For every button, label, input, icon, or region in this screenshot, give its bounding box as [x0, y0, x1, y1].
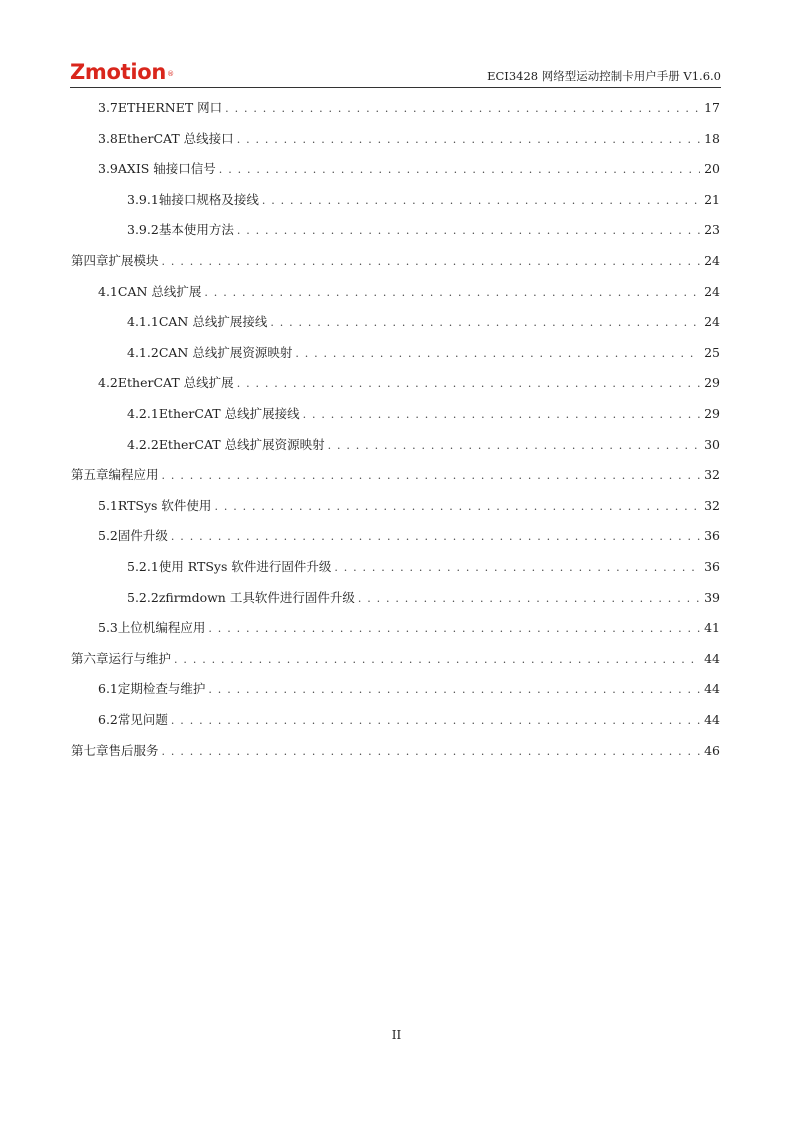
toc-entry-number: 第七章: [71, 742, 109, 758]
toc-entry-title: 常见问题: [117, 712, 168, 727]
toc-dot-leader: [237, 130, 700, 150]
toc-entry-title: 使用 RTSys 软件进行固件升级: [158, 559, 332, 574]
toc-entry-title: 上位机编程应用: [117, 620, 206, 636]
toc-entry[interactable]: [127, 312, 720, 332]
toc-entry-title: CAN 总线扩展: [117, 283, 202, 299]
toc-entry-title: 售后服务: [108, 742, 159, 758]
toc-entry-number: 5.2: [98, 528, 118, 544]
toc-entry-page: 32: [704, 497, 720, 513]
logo-text: Zmotion: [70, 60, 167, 84]
toc-entry-title: 基本使用方法: [158, 222, 234, 238]
toc-entry[interactable]: [71, 741, 720, 761]
toc-entry[interactable]: [71, 251, 720, 271]
toc-dot-leader: [270, 313, 700, 333]
toc-entry[interactable]: [127, 190, 720, 210]
toc-dot-leader: [237, 221, 700, 241]
toc-entry-title: RTSys 软件使用: [117, 497, 212, 513]
toc-dot-leader: [204, 283, 700, 303]
toc-entry-title: 定期检查与维护: [117, 681, 206, 697]
toc-entry-title: 固件升级: [117, 528, 168, 544]
toc-entry-title: EtherCAT 总线扩展资源映射: [158, 436, 325, 452]
toc-entry-title: CAN 总线扩展接线: [158, 314, 268, 330]
toc-entry[interactable]: [127, 220, 720, 240]
toc-dot-leader: [214, 497, 700, 517]
toc-entry-title: CAN 总线扩展资源映射: [158, 344, 293, 360]
toc-entry[interactable]: [98, 710, 720, 730]
toc-dot-leader: [262, 191, 700, 211]
toc-entry-page: 46: [704, 742, 720, 758]
toc-entry-page: 39: [704, 589, 720, 605]
toc-entry-page: 18: [704, 130, 720, 146]
toc-entry-page: 24: [704, 314, 720, 330]
toc-entry-number: 3.9: [98, 161, 118, 177]
toc-entry[interactable]: [98, 159, 720, 179]
toc-entry-page: 24: [704, 253, 720, 268]
toc-dot-leader: [162, 466, 700, 486]
toc-entry[interactable]: [98, 373, 720, 393]
toc-entry-title: EtherCAT 总线扩展接线: [158, 406, 300, 421]
toc-entry[interactable]: [127, 557, 720, 577]
toc-dot-leader: [295, 344, 700, 364]
toc-entry-page: 24: [704, 283, 720, 299]
toc-entry[interactable]: [98, 98, 720, 118]
toc-entry-title: 编程应用: [108, 467, 159, 483]
toc-entry[interactable]: [98, 618, 720, 638]
toc-entry-number: 第六章: [71, 650, 109, 666]
toc-entry-number: 3.8: [98, 130, 118, 146]
toc-entry-page: 32: [704, 467, 720, 483]
toc-entry[interactable]: [98, 526, 720, 546]
toc-dot-leader: [162, 742, 700, 762]
toc-dot-leader: [219, 160, 700, 180]
toc-entry-number: 第四章: [71, 253, 109, 268]
toc-entry-number: 5.2.1: [127, 559, 159, 574]
toc-entry-number: 6.2: [98, 712, 118, 727]
toc-entry-page: 44: [704, 650, 720, 666]
toc-entry[interactable]: [71, 465, 720, 485]
toc-entry[interactable]: [98, 282, 720, 302]
toc-dot-leader: [208, 619, 700, 639]
toc-entry-number: 3.9.1: [127, 191, 159, 207]
registered-mark: ®: [167, 70, 174, 78]
toc-entry[interactable]: [127, 343, 720, 363]
toc-dot-leader: [225, 99, 700, 119]
toc-entry[interactable]: [98, 496, 720, 516]
toc-entry-page: 25: [704, 344, 720, 360]
toc-dot-leader: [328, 436, 700, 456]
toc-dot-leader: [162, 252, 700, 272]
toc-entry-number: 5.2.2: [127, 589, 159, 605]
toc-entry-page: 30: [704, 436, 720, 452]
toc-dot-leader: [171, 527, 700, 547]
toc-entry-page: 44: [704, 712, 720, 727]
toc-entry-title: 扩展模块: [108, 253, 159, 268]
toc-entry-title: 运行与维护: [108, 650, 172, 666]
toc-entry-number: 4.2.2: [127, 436, 159, 452]
toc-entry-number: 第五章: [71, 467, 109, 483]
toc-entry-page: 20: [704, 161, 720, 177]
toc-dot-leader: [208, 680, 700, 700]
toc-entry-number: 4.1.1: [127, 314, 159, 330]
toc-entry-page: 44: [704, 681, 720, 697]
toc-entry-title: zfirmdown 工具软件进行固件升级: [158, 589, 355, 605]
toc-entry-number: 3.9.2: [127, 222, 159, 238]
toc-entry[interactable]: [127, 404, 720, 424]
toc-entry-number: 4.1.2: [127, 344, 159, 360]
toc-dot-leader: [303, 405, 700, 425]
toc-entry-page: 29: [704, 406, 720, 421]
toc-entry-page: 21: [704, 191, 720, 207]
toc-entry-page: 17: [704, 100, 720, 115]
toc-entry-title: ETHERNET 网口: [117, 100, 223, 115]
toc-entry-page: 23: [704, 222, 720, 238]
toc-entry[interactable]: [127, 588, 720, 608]
toc-entry-number: 4.2.1: [127, 406, 159, 421]
document-title: ECI3428 网络型运动控制卡用户手册 V1.6.0: [487, 69, 721, 83]
toc-entry-number: 6.1: [98, 681, 118, 697]
toc-dot-leader: [237, 374, 700, 394]
toc-dot-leader: [358, 589, 700, 609]
toc-entry-title: EtherCAT 总线扩展: [117, 375, 234, 391]
toc-entry-number: 4.2: [98, 375, 118, 391]
toc-entry[interactable]: [127, 435, 720, 455]
toc-entry-page: 29: [704, 375, 720, 391]
toc-entry-page: 36: [704, 559, 720, 574]
toc-entry-title: 轴接口规格及接线: [158, 191, 259, 207]
toc-entry-page: 41: [704, 620, 720, 636]
toc-entry-number: 5.3: [98, 620, 118, 636]
toc-entry-title: AXIS 轴接口信号: [117, 161, 216, 177]
toc-entry-title: EtherCAT 总线接口: [117, 130, 234, 146]
toc-dot-leader: [171, 711, 700, 731]
toc-entry[interactable]: [98, 129, 720, 149]
toc-entry[interactable]: [98, 679, 720, 699]
toc-entry-page: 36: [704, 528, 720, 544]
toc-entry-number: 3.7: [98, 100, 118, 115]
toc-dot-leader: [334, 558, 700, 578]
toc-dot-leader: [174, 650, 700, 670]
toc-entry-number: 4.1: [98, 283, 118, 299]
page-number: II: [391, 1028, 402, 1042]
toc-entry[interactable]: [71, 649, 720, 669]
toc-entry-number: 5.1: [98, 497, 118, 513]
